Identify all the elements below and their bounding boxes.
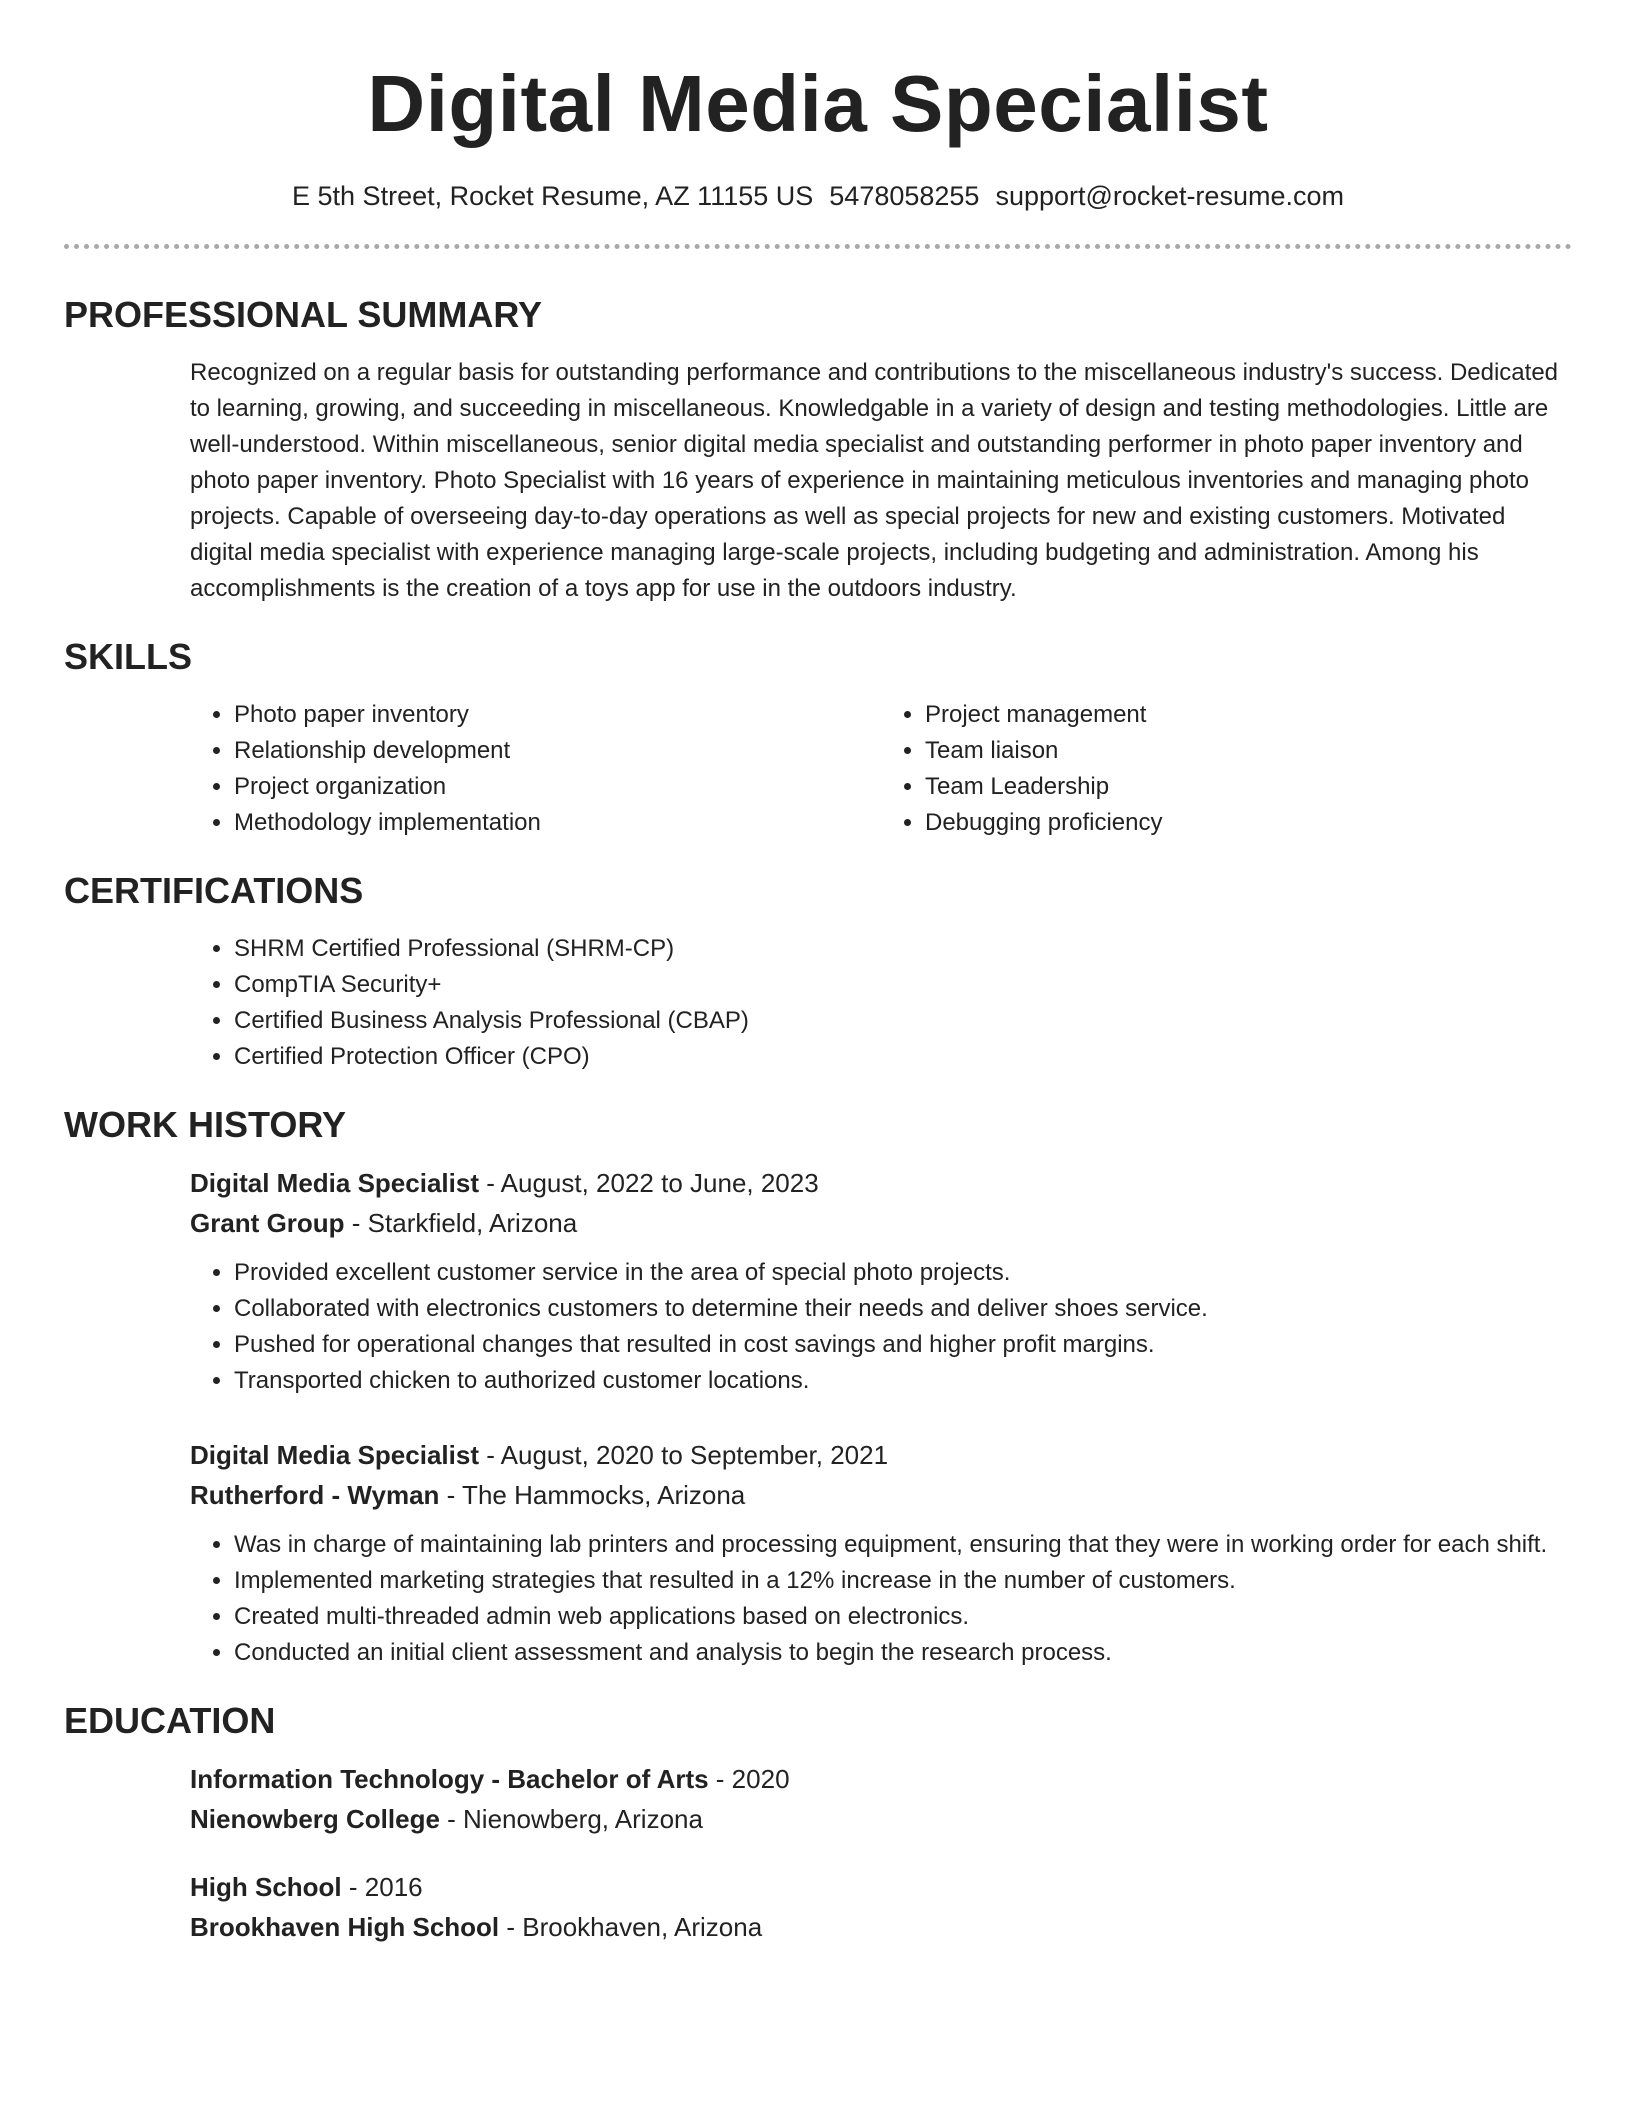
contact-phone: 5478058255 [829, 181, 980, 211]
job-location: - The Hammocks, Arizona [439, 1480, 746, 1510]
job-title: Digital Media Specialist [190, 1168, 479, 1198]
summary-heading: PROFESSIONAL SUMMARY [64, 294, 543, 335]
resume-page [64, 0, 1572, 1947]
summary-text: Recognized on a regular basis for outstanding performance and contributions to the miscellaneous industry's success. Dedicated to learning, growing, and succeeding in miscellaneous. Knowledgable in a variety of design and testing methodologies. Little are well-understood. Within miscellaneous, senior digital media specialist and outstanding performer in photo paper inventory and photo paper inventory. Photo Specialist with 16 years of experience in maintaining meticulous inventories and managing photo projects. Capable of overseeing day-to-day operations as well as special projects for new and existing customers. Motivated digital media specialist with experience managing large-scale projects, including budgeting and administration. Among his accomplishments is the creation of a toys app for use in the outdoors industry. [190, 359, 1559, 602]
education-heading: EDUCATION [64, 1700, 276, 1741]
certification-item: • Certified Protection Officer (CPO) [234, 1039, 1572, 1075]
job-company-line [190, 1203, 1572, 1243]
skill-item: • Team Leadership [925, 769, 1572, 805]
education-degree-line [190, 1759, 1572, 1799]
job-bullet: • Created multi-threaded admin web applications based on electronics. [234, 1599, 1572, 1635]
job-bullet: • Collaborated with electronics customers to determine their needs and deliver shoes service. [234, 1291, 1572, 1327]
certification-item: • CompTIA Security+ [234, 967, 1572, 1003]
job-location: - Starkfield, Arizona [344, 1208, 578, 1238]
job-title-line [190, 1163, 1572, 1203]
skill-item: • Project organization [234, 769, 881, 805]
education-year: - 2020 [708, 1764, 790, 1794]
certifications-heading: CERTIFICATIONS [64, 870, 364, 911]
education-location: - Brookhaven, Arizona [499, 1912, 763, 1942]
header-divider [64, 244, 1572, 249]
job-title-line [190, 1435, 1572, 1475]
job-bullet: • Conducted an initial client assessment and analysis to begin the research process. [234, 1635, 1572, 1671]
skill-item: • Photo paper inventory [234, 697, 881, 733]
education-degree-line [190, 1867, 1572, 1907]
skills-list-left [190, 697, 881, 841]
job-bullet: • Transported chicken to authorized customer locations. [234, 1363, 1572, 1399]
education-school-line [190, 1799, 1572, 1839]
education-school: Nienowberg College [190, 1804, 440, 1834]
education-school: Brookhaven High School [190, 1912, 500, 1942]
education-degree: Information Technology - Bachelor of Arts [190, 1764, 709, 1794]
skill-item: • Relationship development [234, 733, 881, 769]
job-bullet: • Pushed for operational changes that resulted in cost savings and higher profit margins. [234, 1327, 1572, 1363]
skills-list-right [881, 697, 1572, 841]
job-company: Rutherford - Wyman [190, 1480, 440, 1510]
skill-item: • Debugging proficiency [925, 805, 1572, 841]
certification-item: • Certified Business Analysis Professional (CBAP) [234, 1003, 1572, 1039]
certifications-list [190, 931, 1572, 1075]
job-dates: - August, 2022 to June, 2023 [478, 1168, 819, 1198]
education-entry [190, 1867, 1572, 1947]
education-degree: High School [190, 1872, 342, 1902]
job-bullet: • Was in charge of maintaining lab printers and processing equipment, ensuring that they were in working order for each shift. [234, 1527, 1572, 1563]
job-entry [190, 1163, 1572, 1399]
education-location: - Nienowberg, Arizona [439, 1804, 703, 1834]
resume-name: Digital Media Specialist [367, 59, 1269, 148]
certifications-block [190, 931, 1572, 1075]
contact-address: E 5th Street, Rocket Resume, AZ 11155 US [292, 181, 814, 211]
skills-grid [190, 697, 1572, 841]
job-bullets [190, 1255, 1572, 1399]
skills-heading: SKILLS [64, 636, 193, 677]
job-bullet: • Provided excellent customer service in the area of special photo projects. [234, 1255, 1572, 1291]
skill-item: • Project management [925, 697, 1572, 733]
contact-line [64, 178, 1572, 214]
education-year: - 2016 [341, 1872, 423, 1902]
education-school-line [190, 1907, 1572, 1947]
certification-item: • SHRM Certified Professional (SHRM-CP) [234, 931, 1572, 967]
job-title: Digital Media Specialist [190, 1440, 479, 1470]
job-bullet: • Implemented marketing strategies that resulted in a 12% increase in the number of customers. [234, 1563, 1572, 1599]
job-dates: - August, 2020 to September, 2021 [478, 1440, 889, 1470]
job-company-line [190, 1475, 1572, 1515]
contact-email: support@rocket-resume.com [995, 181, 1344, 211]
work-heading: WORK HISTORY [64, 1104, 347, 1145]
skill-item: • Team liaison [925, 733, 1572, 769]
job-bullets [190, 1527, 1572, 1671]
skill-item: • Methodology implementation [234, 805, 881, 841]
job-entry [190, 1435, 1572, 1671]
job-company: Grant Group [190, 1208, 345, 1238]
education-entry [190, 1759, 1572, 1839]
